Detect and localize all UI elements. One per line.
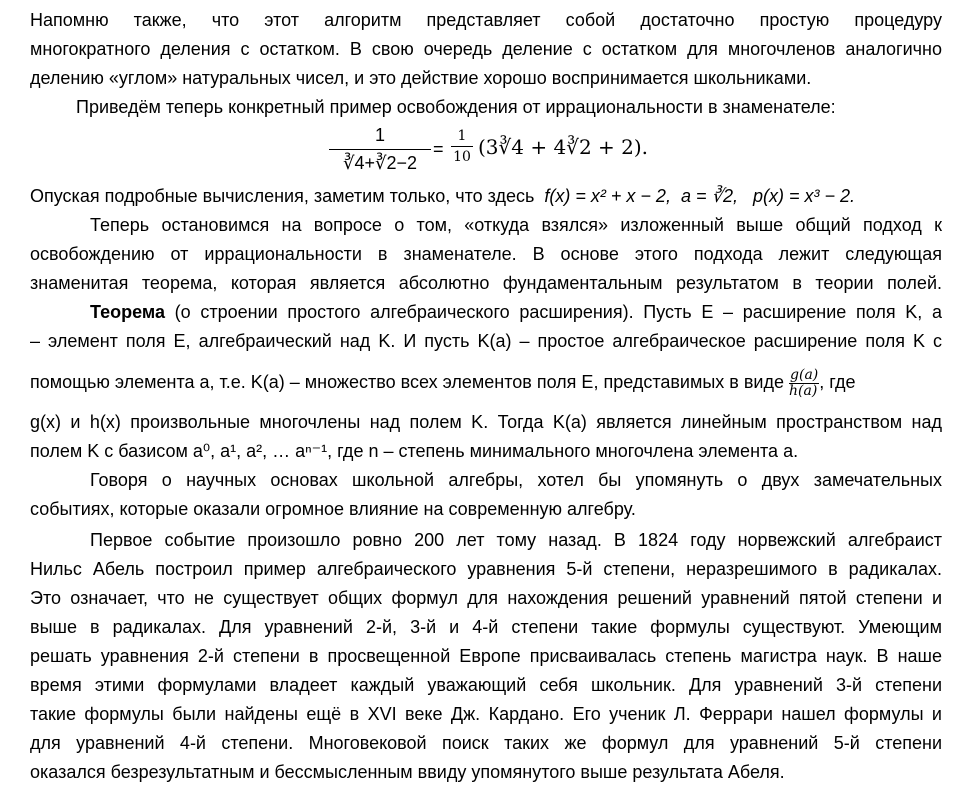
- text-line: [30, 364, 942, 400]
- text-line: делению «углом» натуральных чисел, и это действие хорошо воспринимается школьниками.: [30, 68, 812, 88]
- fraction-numerator: g(a): [790, 366, 819, 383]
- text-line: знаменитая теорема, которая является абсолютно фундаментальным результатом в теории полей.: [30, 273, 942, 293]
- coefficient-numerator: 1: [457, 128, 467, 144]
- fraction-bar: [451, 146, 473, 147]
- math-a: a = ∛2,: [680, 186, 738, 206]
- formula-expression: (3∛4 + 4∛2 + 2).: [478, 135, 649, 159]
- text-line: [30, 183, 942, 209]
- text-line: время этими формулами владеет каждый уважающий себя школьник. Для уравнений 3-й степени: [30, 675, 942, 695]
- text-line: Первое событие произошло ровно 200 лет тому назад. В 1824 году норвежский алгебраист: [90, 530, 942, 550]
- equals-sign: =: [433, 139, 444, 159]
- main-fraction: [329, 122, 431, 178]
- theorem-line: [90, 299, 942, 325]
- text-line: Приведём теперь конкретный пример освобождения от иррациональности в знаменателе:: [76, 97, 836, 117]
- text-fragment: , где: [819, 372, 856, 392]
- fraction-numerator: 1: [374, 125, 385, 145]
- text-line: многократного деления с остатком. В свою очередь деление с остатком для многочленов аналогично: [30, 39, 942, 59]
- text-line: Теперь остановимся на вопросе о том, «откуда взялся» изложенный выше общий подход к: [90, 215, 942, 235]
- coefficient-fraction: [451, 128, 473, 165]
- math-p: p(x) = x³ − 2.: [753, 186, 856, 206]
- text-fragment: помощью элемента a, т.е. K(a) – множество всех элементов поля E, представимых в виде: [30, 372, 784, 392]
- text-line: Напомню также, что этот алгоритм представляет собой достаточно простую процедуру: [30, 10, 942, 30]
- text-line: Это означает, что не существует общих формул для нахождения решений уравнений пятой степени и: [30, 588, 942, 608]
- text-line: событиях, которые оказали огромное влияние на современную алгебру.: [30, 499, 636, 519]
- text-line: полем K с базисом a⁰, a¹, a², … aⁿ⁻¹, где n – степень минимального многочлена элемента a.: [30, 441, 799, 461]
- text-line: Нильс Абель построил пример алгебраического уравнения 5-й степени, неразрешимого в радикалах.: [30, 559, 942, 579]
- coefficient-denominator: 10: [453, 149, 471, 165]
- text-fragment: Опуская подробные вычисления, заметим только, что здесь: [30, 186, 535, 206]
- inline-fraction: [789, 368, 819, 399]
- text-line: решать уравнения 2-й степени в просвещенной Европе присваивалась степень магистра наук. В наше: [30, 646, 942, 666]
- formula: [0, 122, 970, 178]
- text-line: выше в радикалах. Для уравнений 2-й, 3-й и 4-й степени такие формулы существуют. Умеющим: [30, 617, 942, 637]
- text-line: освобождению от иррациональности в знаменателе. В основе этого подхода лежит следующая: [30, 244, 942, 264]
- text-line: – элемент поля E, алгебраический над K. И пусть K(a) – простое алгебраическое расширение поля K с: [30, 331, 942, 351]
- theorem-title: Теорема: [90, 302, 165, 322]
- text-line: для уравнений 4-й степени. Многовековой поиск таких же формул для уравнений 5-й степени: [30, 733, 942, 753]
- text-line: Говоря о научных основах школьной алгебры, хотел бы упомянуть о двух замечательных: [90, 470, 942, 490]
- fraction-denominator: h(a): [789, 382, 818, 399]
- text-fragment: (о строении простого алгебраического расширения). Пусть E – расширение поля K, a: [174, 302, 942, 322]
- fraction-denominator: ∛4+∛2−2: [343, 153, 417, 173]
- text-line: оказался безрезультатным и бессмысленным ввиду упомянутого выше результата Абеля.: [30, 762, 785, 782]
- text-line: такие формулы были найдены ещё в XVI веке Дж. Кардано. Его ученик Л. Феррари нашел формулы и: [30, 704, 942, 724]
- text-line: g(x) и h(x) произвольные многочлены над полем K. Тогда K(a) является линейным пространством над: [30, 412, 942, 432]
- math-f: f(x) = x² + x − 2,: [544, 186, 671, 206]
